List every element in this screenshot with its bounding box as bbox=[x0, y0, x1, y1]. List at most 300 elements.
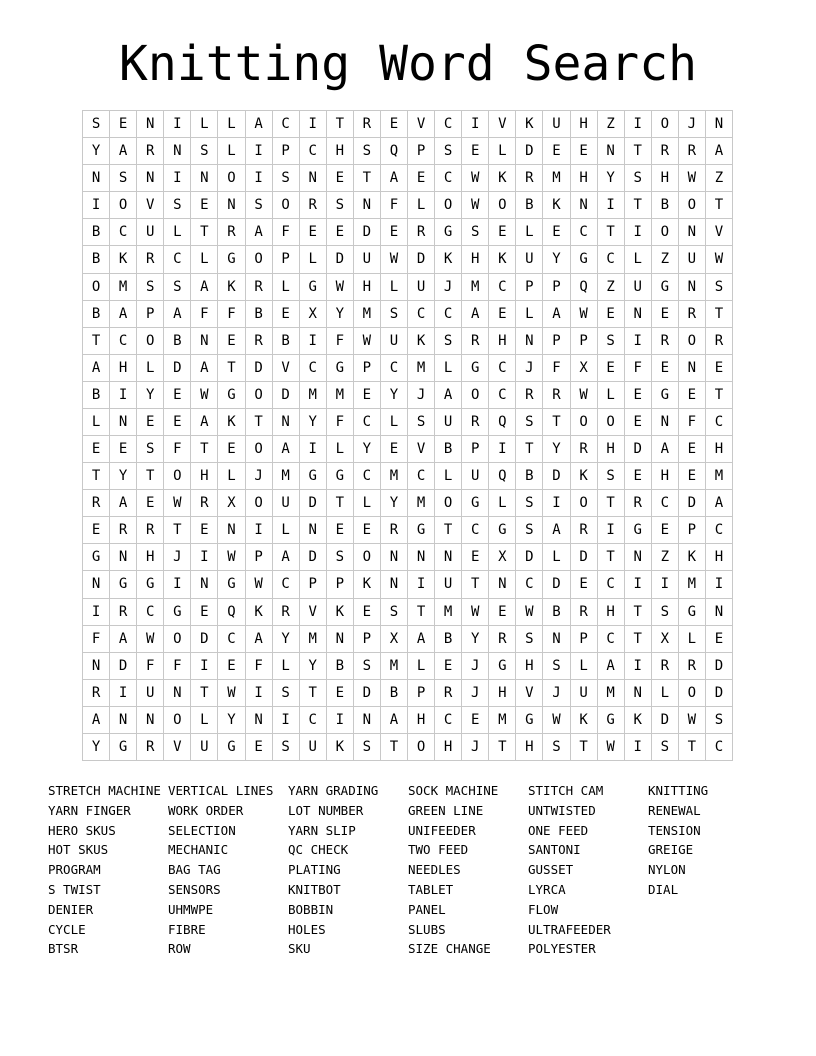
grid-cell[interactable]: W bbox=[462, 165, 489, 192]
grid-cell[interactable]: X bbox=[381, 626, 408, 653]
grid-cell[interactable]: B bbox=[435, 626, 462, 653]
grid-cell[interactable]: F bbox=[543, 355, 570, 382]
grid-cell[interactable]: E bbox=[164, 409, 191, 436]
grid-cell[interactable]: L bbox=[218, 111, 245, 138]
grid-cell[interactable]: N bbox=[354, 707, 381, 734]
grid-cell[interactable]: D bbox=[571, 544, 598, 571]
grid-cell[interactable]: K bbox=[679, 544, 706, 571]
grid-cell[interactable]: E bbox=[543, 219, 570, 246]
grid-cell[interactable]: W bbox=[679, 707, 706, 734]
grid-cell[interactable]: R bbox=[191, 490, 218, 517]
grid-cell[interactable]: I bbox=[462, 111, 489, 138]
grid-cell[interactable]: L bbox=[516, 219, 543, 246]
grid-cell[interactable]: X bbox=[489, 544, 516, 571]
grid-cell[interactable]: C bbox=[652, 490, 679, 517]
grid-cell[interactable]: S bbox=[408, 409, 435, 436]
grid-cell[interactable]: L bbox=[218, 463, 245, 490]
grid-cell[interactable]: A bbox=[191, 355, 218, 382]
grid-cell[interactable]: N bbox=[83, 165, 110, 192]
grid-cell[interactable]: C bbox=[300, 138, 327, 165]
grid-cell[interactable]: O bbox=[435, 192, 462, 219]
grid-cell[interactable]: S bbox=[435, 328, 462, 355]
grid-cell[interactable]: M bbox=[327, 382, 354, 409]
grid-cell[interactable]: L bbox=[489, 138, 516, 165]
grid-cell[interactable]: A bbox=[462, 301, 489, 328]
grid-cell[interactable]: I bbox=[652, 571, 679, 598]
grid-cell[interactable]: E bbox=[191, 517, 218, 544]
grid-cell[interactable]: N bbox=[381, 571, 408, 598]
grid-cell[interactable]: N bbox=[652, 409, 679, 436]
grid-cell[interactable]: H bbox=[571, 111, 598, 138]
grid-cell[interactable]: A bbox=[246, 626, 273, 653]
grid-cell[interactable]: L bbox=[273, 274, 300, 301]
grid-cell[interactable]: Y bbox=[300, 653, 327, 680]
grid-cell[interactable]: V bbox=[164, 734, 191, 761]
grid-cell[interactable]: R bbox=[83, 680, 110, 707]
grid-cell[interactable]: E bbox=[706, 626, 733, 653]
grid-cell[interactable]: M bbox=[435, 599, 462, 626]
grid-cell[interactable]: X bbox=[300, 301, 327, 328]
grid-cell[interactable]: T bbox=[516, 436, 543, 463]
grid-cell[interactable]: O bbox=[354, 544, 381, 571]
grid-cell[interactable]: U bbox=[381, 328, 408, 355]
grid-cell[interactable]: I bbox=[164, 571, 191, 598]
grid-cell[interactable]: O bbox=[652, 111, 679, 138]
grid-cell[interactable]: H bbox=[327, 138, 354, 165]
grid-cell[interactable]: J bbox=[462, 680, 489, 707]
grid-cell[interactable]: K bbox=[327, 734, 354, 761]
grid-cell[interactable]: G bbox=[652, 274, 679, 301]
grid-cell[interactable]: H bbox=[652, 165, 679, 192]
grid-cell[interactable]: A bbox=[191, 409, 218, 436]
grid-cell[interactable]: V bbox=[706, 219, 733, 246]
grid-cell[interactable]: L bbox=[300, 246, 327, 273]
grid-cell[interactable]: T bbox=[489, 734, 516, 761]
grid-cell[interactable]: Y bbox=[83, 734, 110, 761]
grid-cell[interactable]: T bbox=[246, 409, 273, 436]
grid-cell[interactable]: E bbox=[571, 571, 598, 598]
grid-cell[interactable]: T bbox=[137, 463, 164, 490]
grid-cell[interactable]: M bbox=[300, 626, 327, 653]
grid-cell[interactable]: Y bbox=[218, 707, 245, 734]
grid-cell[interactable]: G bbox=[218, 571, 245, 598]
grid-cell[interactable]: K bbox=[110, 246, 137, 273]
grid-cell[interactable]: T bbox=[706, 301, 733, 328]
grid-cell[interactable]: T bbox=[327, 111, 354, 138]
grid-cell[interactable]: O bbox=[571, 409, 598, 436]
grid-cell[interactable]: P bbox=[462, 436, 489, 463]
grid-cell[interactable]: T bbox=[598, 490, 625, 517]
grid-cell[interactable]: B bbox=[381, 680, 408, 707]
grid-cell[interactable]: J bbox=[408, 382, 435, 409]
grid-cell[interactable]: C bbox=[300, 355, 327, 382]
grid-cell[interactable]: I bbox=[110, 382, 137, 409]
grid-cell[interactable]: S bbox=[598, 328, 625, 355]
grid-cell[interactable]: E bbox=[246, 734, 273, 761]
grid-cell[interactable]: C bbox=[435, 111, 462, 138]
grid-cell[interactable]: Z bbox=[652, 246, 679, 273]
grid-cell[interactable]: A bbox=[706, 138, 733, 165]
grid-cell[interactable]: X bbox=[571, 355, 598, 382]
grid-cell[interactable]: N bbox=[381, 544, 408, 571]
grid-cell[interactable]: U bbox=[191, 734, 218, 761]
grid-cell[interactable]: N bbox=[598, 138, 625, 165]
grid-cell[interactable]: W bbox=[246, 571, 273, 598]
grid-cell[interactable]: U bbox=[435, 409, 462, 436]
grid-cell[interactable]: E bbox=[83, 517, 110, 544]
grid-cell[interactable]: W bbox=[516, 599, 543, 626]
grid-cell[interactable]: J bbox=[462, 653, 489, 680]
grid-cell[interactable]: G bbox=[571, 246, 598, 273]
grid-cell[interactable]: C bbox=[435, 707, 462, 734]
grid-cell[interactable]: E bbox=[679, 463, 706, 490]
grid-cell[interactable]: R bbox=[625, 490, 652, 517]
grid-cell[interactable]: C bbox=[164, 246, 191, 273]
grid-cell[interactable]: I bbox=[246, 680, 273, 707]
grid-cell[interactable]: N bbox=[408, 544, 435, 571]
grid-cell[interactable]: A bbox=[381, 165, 408, 192]
grid-cell[interactable]: I bbox=[327, 707, 354, 734]
grid-cell[interactable]: M bbox=[110, 274, 137, 301]
grid-cell[interactable]: R bbox=[137, 246, 164, 273]
grid-cell[interactable]: R bbox=[679, 653, 706, 680]
grid-cell[interactable]: P bbox=[543, 274, 570, 301]
grid-cell[interactable]: B bbox=[164, 328, 191, 355]
grid-cell[interactable]: U bbox=[137, 219, 164, 246]
grid-cell[interactable]: E bbox=[354, 599, 381, 626]
grid-cell[interactable]: P bbox=[679, 517, 706, 544]
grid-cell[interactable]: N bbox=[137, 165, 164, 192]
grid-cell[interactable]: G bbox=[679, 599, 706, 626]
grid-cell[interactable]: C bbox=[218, 626, 245, 653]
grid-cell[interactable]: P bbox=[571, 328, 598, 355]
grid-cell[interactable]: O bbox=[137, 328, 164, 355]
grid-cell[interactable]: V bbox=[273, 355, 300, 382]
grid-cell[interactable]: E bbox=[191, 192, 218, 219]
grid-cell[interactable]: C bbox=[110, 219, 137, 246]
grid-cell[interactable]: C bbox=[706, 734, 733, 761]
grid-cell[interactable]: R bbox=[273, 599, 300, 626]
grid-cell[interactable]: E bbox=[625, 463, 652, 490]
grid-cell[interactable]: U bbox=[408, 274, 435, 301]
grid-cell[interactable]: Y bbox=[137, 382, 164, 409]
grid-cell[interactable]: S bbox=[543, 734, 570, 761]
grid-cell[interactable]: I bbox=[246, 517, 273, 544]
grid-cell[interactable]: G bbox=[218, 246, 245, 273]
grid-cell[interactable]: S bbox=[652, 734, 679, 761]
grid-cell[interactable]: H bbox=[571, 165, 598, 192]
grid-cell[interactable]: R bbox=[462, 328, 489, 355]
grid-cell[interactable]: K bbox=[571, 463, 598, 490]
grid-cell[interactable]: Z bbox=[598, 274, 625, 301]
grid-cell[interactable]: I bbox=[246, 165, 273, 192]
grid-cell[interactable]: D bbox=[327, 246, 354, 273]
grid-cell[interactable]: G bbox=[598, 707, 625, 734]
grid-cell[interactable]: N bbox=[625, 680, 652, 707]
grid-cell[interactable]: N bbox=[679, 219, 706, 246]
grid-cell[interactable]: H bbox=[110, 355, 137, 382]
grid-cell[interactable]: F bbox=[679, 409, 706, 436]
grid-cell[interactable]: Y bbox=[462, 626, 489, 653]
grid-cell[interactable]: T bbox=[218, 355, 245, 382]
grid-cell[interactable]: T bbox=[625, 192, 652, 219]
grid-cell[interactable]: A bbox=[110, 626, 137, 653]
grid-cell[interactable]: H bbox=[706, 436, 733, 463]
grid-cell[interactable]: G bbox=[462, 355, 489, 382]
grid-cell[interactable]: D bbox=[625, 436, 652, 463]
grid-cell[interactable]: G bbox=[516, 707, 543, 734]
grid-cell[interactable]: Y bbox=[110, 463, 137, 490]
grid-cell[interactable]: E bbox=[218, 328, 245, 355]
grid-cell[interactable]: E bbox=[164, 382, 191, 409]
grid-cell[interactable]: I bbox=[625, 219, 652, 246]
grid-cell[interactable]: N bbox=[164, 680, 191, 707]
grid-cell[interactable]: D bbox=[706, 680, 733, 707]
grid-cell[interactable]: S bbox=[327, 544, 354, 571]
grid-cell[interactable]: F bbox=[381, 192, 408, 219]
grid-cell[interactable]: S bbox=[598, 463, 625, 490]
grid-cell[interactable]: T bbox=[191, 219, 218, 246]
grid-cell[interactable]: P bbox=[354, 626, 381, 653]
grid-cell[interactable]: W bbox=[164, 490, 191, 517]
grid-cell[interactable]: D bbox=[273, 382, 300, 409]
grid-cell[interactable]: E bbox=[462, 707, 489, 734]
grid-cell[interactable]: N bbox=[679, 355, 706, 382]
grid-cell[interactable]: E bbox=[652, 301, 679, 328]
grid-cell[interactable]: B bbox=[83, 246, 110, 273]
grid-cell[interactable]: A bbox=[381, 707, 408, 734]
grid-cell[interactable]: N bbox=[706, 599, 733, 626]
grid-cell[interactable]: F bbox=[164, 653, 191, 680]
grid-cell[interactable]: J bbox=[164, 544, 191, 571]
grid-cell[interactable]: W bbox=[598, 734, 625, 761]
grid-cell[interactable]: U bbox=[137, 680, 164, 707]
grid-cell[interactable]: N bbox=[164, 138, 191, 165]
grid-cell[interactable]: S bbox=[462, 219, 489, 246]
grid-cell[interactable]: H bbox=[652, 463, 679, 490]
grid-cell[interactable]: C bbox=[435, 301, 462, 328]
grid-cell[interactable]: R bbox=[246, 274, 273, 301]
grid-cell[interactable]: N bbox=[354, 192, 381, 219]
grid-cell[interactable]: G bbox=[489, 517, 516, 544]
grid-cell[interactable]: M bbox=[489, 707, 516, 734]
grid-cell[interactable]: T bbox=[83, 463, 110, 490]
grid-cell[interactable]: H bbox=[598, 599, 625, 626]
grid-cell[interactable]: O bbox=[679, 328, 706, 355]
grid-cell[interactable]: L bbox=[354, 490, 381, 517]
grid-cell[interactable]: N bbox=[246, 707, 273, 734]
grid-cell[interactable]: R bbox=[354, 111, 381, 138]
grid-cell[interactable]: E bbox=[110, 436, 137, 463]
grid-cell[interactable]: F bbox=[191, 301, 218, 328]
grid-cell[interactable]: X bbox=[218, 490, 245, 517]
grid-cell[interactable]: M bbox=[679, 571, 706, 598]
grid-cell[interactable]: T bbox=[435, 517, 462, 544]
grid-cell[interactable]: R bbox=[381, 517, 408, 544]
grid-cell[interactable]: E bbox=[327, 165, 354, 192]
grid-cell[interactable]: H bbox=[462, 246, 489, 273]
grid-cell[interactable]: H bbox=[489, 680, 516, 707]
grid-cell[interactable]: N bbox=[516, 328, 543, 355]
grid-cell[interactable]: U bbox=[354, 246, 381, 273]
grid-cell[interactable]: H bbox=[137, 544, 164, 571]
grid-cell[interactable]: M bbox=[706, 463, 733, 490]
grid-cell[interactable]: Y bbox=[83, 138, 110, 165]
grid-cell[interactable]: E bbox=[191, 599, 218, 626]
grid-cell[interactable]: R bbox=[110, 599, 137, 626]
grid-cell[interactable]: L bbox=[327, 436, 354, 463]
grid-cell[interactable]: R bbox=[679, 138, 706, 165]
grid-cell[interactable]: Z bbox=[598, 111, 625, 138]
grid-cell[interactable]: E bbox=[300, 219, 327, 246]
grid-cell[interactable]: N bbox=[625, 301, 652, 328]
grid-cell[interactable]: H bbox=[516, 734, 543, 761]
grid-cell[interactable]: W bbox=[706, 246, 733, 273]
grid-cell[interactable]: G bbox=[462, 490, 489, 517]
grid-cell[interactable]: I bbox=[598, 517, 625, 544]
grid-cell[interactable]: O bbox=[164, 626, 191, 653]
grid-cell[interactable]: C bbox=[354, 463, 381, 490]
grid-cell[interactable]: L bbox=[164, 219, 191, 246]
grid-cell[interactable]: K bbox=[218, 409, 245, 436]
grid-cell[interactable]: S bbox=[164, 274, 191, 301]
grid-cell[interactable]: N bbox=[300, 165, 327, 192]
grid-cell[interactable]: E bbox=[381, 436, 408, 463]
grid-cell[interactable]: J bbox=[516, 355, 543, 382]
grid-cell[interactable]: M bbox=[381, 653, 408, 680]
grid-cell[interactable]: R bbox=[652, 653, 679, 680]
grid-cell[interactable]: B bbox=[246, 301, 273, 328]
grid-cell[interactable]: R bbox=[679, 301, 706, 328]
grid-cell[interactable]: R bbox=[137, 517, 164, 544]
grid-cell[interactable]: T bbox=[191, 436, 218, 463]
grid-cell[interactable]: A bbox=[110, 490, 137, 517]
grid-cell[interactable]: S bbox=[246, 192, 273, 219]
grid-cell[interactable]: C bbox=[598, 626, 625, 653]
grid-cell[interactable]: N bbox=[327, 626, 354, 653]
grid-cell[interactable]: M bbox=[408, 490, 435, 517]
grid-cell[interactable]: L bbox=[571, 653, 598, 680]
grid-cell[interactable]: S bbox=[516, 490, 543, 517]
grid-cell[interactable]: Y bbox=[327, 301, 354, 328]
grid-cell[interactable]: C bbox=[300, 707, 327, 734]
grid-cell[interactable]: L bbox=[408, 192, 435, 219]
grid-cell[interactable]: E bbox=[679, 436, 706, 463]
grid-cell[interactable]: W bbox=[462, 192, 489, 219]
grid-cell[interactable]: N bbox=[137, 707, 164, 734]
grid-cell[interactable]: J bbox=[435, 274, 462, 301]
grid-cell[interactable]: A bbox=[83, 707, 110, 734]
grid-cell[interactable]: G bbox=[83, 544, 110, 571]
grid-cell[interactable]: B bbox=[516, 192, 543, 219]
grid-cell[interactable]: I bbox=[489, 436, 516, 463]
grid-cell[interactable]: U bbox=[462, 463, 489, 490]
grid-cell[interactable]: D bbox=[300, 544, 327, 571]
grid-cell[interactable]: R bbox=[462, 409, 489, 436]
grid-cell[interactable]: C bbox=[516, 571, 543, 598]
grid-cell[interactable]: R bbox=[571, 517, 598, 544]
grid-cell[interactable]: E bbox=[83, 436, 110, 463]
grid-cell[interactable]: L bbox=[408, 653, 435, 680]
grid-cell[interactable]: M bbox=[408, 355, 435, 382]
grid-cell[interactable]: P bbox=[354, 355, 381, 382]
grid-cell[interactable]: A bbox=[543, 517, 570, 544]
grid-cell[interactable]: N bbox=[191, 328, 218, 355]
grid-cell[interactable]: S bbox=[83, 111, 110, 138]
grid-cell[interactable]: S bbox=[381, 301, 408, 328]
grid-cell[interactable]: C bbox=[273, 111, 300, 138]
grid-cell[interactable]: G bbox=[300, 463, 327, 490]
grid-cell[interactable]: N bbox=[273, 409, 300, 436]
grid-cell[interactable]: Y bbox=[543, 246, 570, 273]
grid-cell[interactable]: L bbox=[679, 626, 706, 653]
grid-cell[interactable]: N bbox=[218, 192, 245, 219]
grid-cell[interactable]: A bbox=[246, 219, 273, 246]
grid-cell[interactable]: N bbox=[489, 571, 516, 598]
grid-cell[interactable]: S bbox=[354, 653, 381, 680]
grid-cell[interactable]: B bbox=[273, 328, 300, 355]
grid-cell[interactable]: F bbox=[273, 219, 300, 246]
grid-cell[interactable]: W bbox=[679, 165, 706, 192]
grid-cell[interactable]: W bbox=[137, 626, 164, 653]
grid-cell[interactable]: W bbox=[354, 328, 381, 355]
grid-cell[interactable]: C bbox=[408, 463, 435, 490]
grid-cell[interactable]: K bbox=[218, 274, 245, 301]
grid-cell[interactable]: F bbox=[218, 301, 245, 328]
grid-cell[interactable]: T bbox=[354, 165, 381, 192]
grid-cell[interactable]: E bbox=[354, 382, 381, 409]
grid-cell[interactable]: C bbox=[381, 355, 408, 382]
grid-cell[interactable]: D bbox=[354, 680, 381, 707]
grid-cell[interactable]: E bbox=[543, 138, 570, 165]
grid-cell[interactable]: A bbox=[652, 436, 679, 463]
grid-cell[interactable]: P bbox=[571, 626, 598, 653]
grid-cell[interactable]: O bbox=[246, 246, 273, 273]
grid-cell[interactable]: P bbox=[408, 680, 435, 707]
grid-cell[interactable]: Y bbox=[381, 490, 408, 517]
grid-cell[interactable]: R bbox=[706, 328, 733, 355]
grid-cell[interactable]: G bbox=[218, 382, 245, 409]
grid-cell[interactable]: H bbox=[435, 734, 462, 761]
grid-cell[interactable]: I bbox=[543, 490, 570, 517]
grid-cell[interactable]: G bbox=[327, 463, 354, 490]
grid-cell[interactable]: R bbox=[218, 219, 245, 246]
grid-cell[interactable]: B bbox=[83, 382, 110, 409]
grid-cell[interactable]: F bbox=[246, 653, 273, 680]
grid-cell[interactable]: O bbox=[571, 490, 598, 517]
grid-cell[interactable]: P bbox=[516, 274, 543, 301]
grid-cell[interactable]: O bbox=[218, 165, 245, 192]
grid-cell[interactable]: A bbox=[246, 111, 273, 138]
grid-cell[interactable]: Q bbox=[218, 599, 245, 626]
grid-cell[interactable]: O bbox=[435, 490, 462, 517]
grid-cell[interactable]: I bbox=[408, 571, 435, 598]
grid-cell[interactable]: D bbox=[516, 138, 543, 165]
grid-cell[interactable]: S bbox=[381, 599, 408, 626]
grid-cell[interactable]: S bbox=[273, 680, 300, 707]
grid-cell[interactable]: F bbox=[327, 409, 354, 436]
grid-cell[interactable]: H bbox=[516, 653, 543, 680]
grid-cell[interactable]: G bbox=[625, 517, 652, 544]
grid-cell[interactable]: E bbox=[598, 355, 625, 382]
grid-cell[interactable]: E bbox=[327, 219, 354, 246]
grid-cell[interactable]: K bbox=[435, 246, 462, 273]
grid-cell[interactable]: E bbox=[625, 409, 652, 436]
grid-cell[interactable]: P bbox=[273, 246, 300, 273]
grid-cell[interactable]: H bbox=[706, 544, 733, 571]
grid-cell[interactable]: I bbox=[83, 599, 110, 626]
grid-cell[interactable]: T bbox=[706, 382, 733, 409]
